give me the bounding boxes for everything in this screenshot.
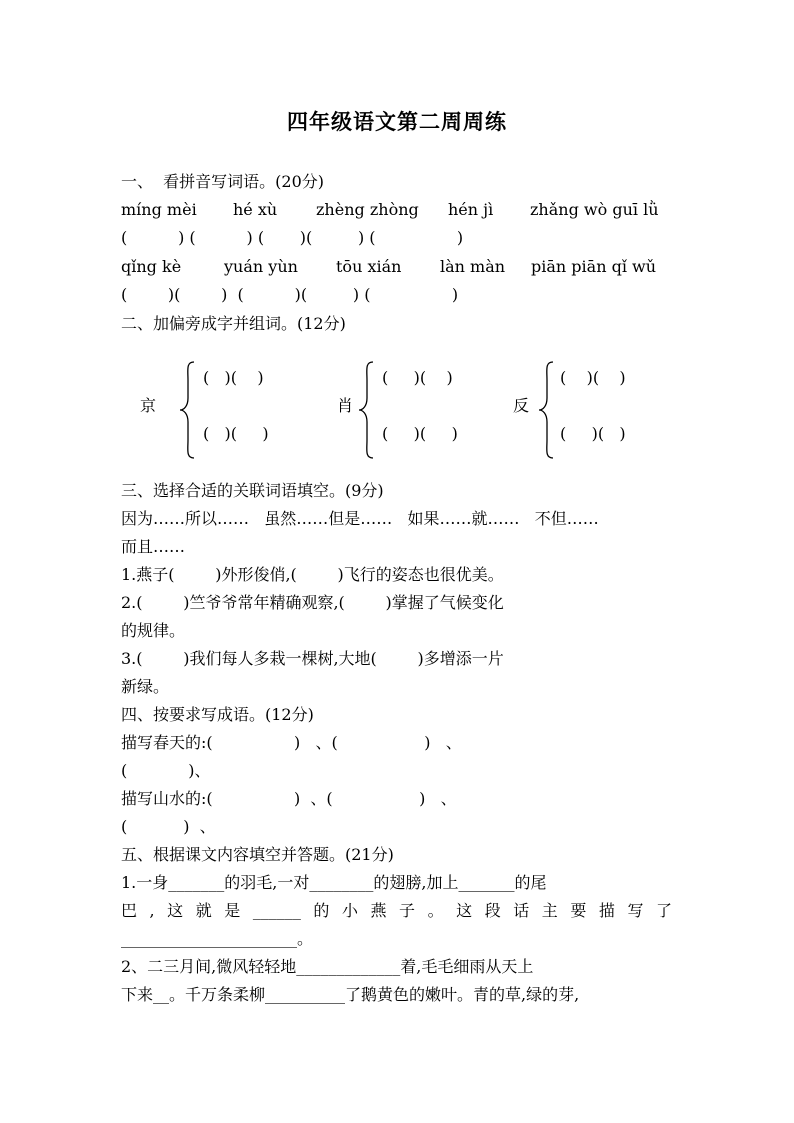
question-3-3-cont: 新绿。 [121,677,170,696]
answer-blanks-row1[interactable]: ( ) ( ) ( )( ) ( ) [121,228,464,247]
pinyin-2-5: piān piān qǐ wǔ [531,257,657,276]
blank-jing-bottom[interactable]: ( )( ) [203,424,269,443]
page-title: 四年级语文第二周周练 [287,109,507,134]
blank-xiao-bottom[interactable]: ( )( ) [382,424,458,443]
section1-heading: 一、 看拼音写词语。(20分) [121,172,325,191]
pinyin-1-1: míng mèi [121,200,197,219]
question-5-1-answer[interactable]: ______________________。 [121,929,314,948]
pinyin-2-4: làn màn [440,257,506,276]
question-5-1-cont[interactable]: 巴,这就是______的小燕子。这段话主要描写了 [121,901,672,920]
blank-jing-top[interactable]: ( )( ) [203,368,264,387]
pinyin-2-2: yuán yùn [224,257,298,276]
answer-blanks-row2[interactable]: ( )( ) ( )( ) ( ) [121,285,459,304]
question-3-2[interactable]: 2.( )竺爷爷常年精确观察,( )掌握了气候变化 [121,593,504,612]
section5-heading: 五、根据课文内容填空并答题。(21分) [121,845,394,864]
pinyin-1-2: hé xù [233,200,278,219]
section4-heading: 四、按要求写成语。(12分) [121,705,314,724]
question-5-2[interactable]: 2、二三月间,微风轻轻地_____________着,毛毛细雨从天上 [121,957,534,976]
curly-brace-icon [178,360,198,460]
blank-xiao-top[interactable]: ( )( ) [382,368,453,387]
question-3-1[interactable]: 1.燕子( )外形俊俏,( )飞行的姿态也很优美。 [121,565,504,584]
curly-brace-icon [537,360,557,460]
curly-brace-icon [357,360,377,460]
conjunction-options-cont: 而且…… [121,537,186,556]
section2-heading: 二、加偏旁成字并组词。(12分) [121,314,346,333]
question-5-2-cont[interactable]: 下来__。千万条柔柳__________了鹅黄色的嫩叶。青的草,绿的芽, [121,985,580,1004]
pinyin-1-5: zhǎng wò guī lǜ [530,200,659,219]
radical-char-jing: 京 [140,396,157,415]
idiom-spring[interactable]: 描写春天的:( ) 、( ) 、 [121,733,462,752]
pinyin-1-3: zhèng zhòng [316,200,419,219]
idiom-mountain[interactable]: 描写山水的:( ) 、( ) 、 [121,789,457,808]
conjunction-options: 因为……所以…… 虽然……但是…… 如果……就…… 不但…… [121,509,599,528]
section3-heading: 三、选择合适的关联词语填空。(9分) [121,481,384,500]
pinyin-2-3: tōu xián [336,257,402,276]
pinyin-1-4: hén jì [448,200,494,219]
blank-fan-bottom[interactable]: ( )( ) [560,424,626,443]
idiom-spring-cont[interactable]: ( )、 [121,761,211,780]
pinyin-2-1: qǐng kè [121,257,182,276]
question-3-2-cont: 的规律。 [121,621,186,640]
radical-char-xiao: 肖 [337,396,354,415]
question-3-3[interactable]: 3.( )我们每人多栽一棵树,大地( )多增添一片 [121,649,504,668]
blank-fan-top[interactable]: ( )( ) [560,368,626,387]
idiom-mountain-cont[interactable]: ( ) 、 [121,817,216,836]
radical-char-fan: 反 [513,396,530,415]
question-5-1[interactable]: 1.一身_______的羽毛,一对________的翅膀,加上_______的尾 [121,873,547,892]
